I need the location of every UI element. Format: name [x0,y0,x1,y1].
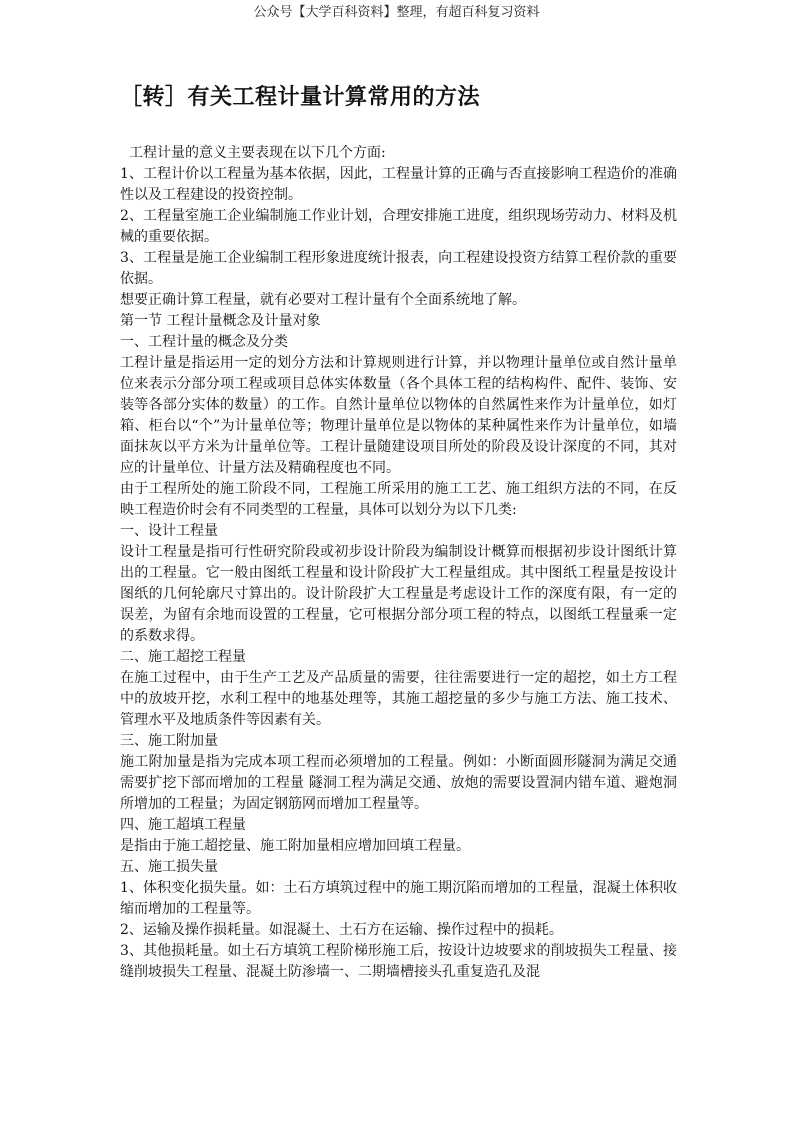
list-item: 1、体积变化损失量。如：土石方填筑过程中的施工期沉陷而增加的工程量，混凝土体积收缩而增加的工程量等。 [120,880,677,917]
paragraph: 想要正确计算工程量，就有必要对工程计量有个全面系统地了解。 [120,292,526,308]
section-heading: 第一节 工程计量概念及计量对象 [120,313,321,329]
list-item: 1、工程计价以工程量为基本依据，因此，工程量计算的正确与否直接影响工程造价的准确性以及工程建设的投资控制。 [120,166,677,203]
paragraph: 设计工程量是指可行性研究阶段或初步设计阶段为编制设计概算而根据初步设计图纸计算出的工程量。它一般由图纸工程量和设计阶段扩大工程量组成。其中图纸工程量是按设计图纸的几何轮廓尺寸算出的。设计阶段扩大工程量是考虑设计工作的深度有限，有一定的误差，为留有余地而设置的工程量，它可根据分部分项工程的特点，以图纸工程量乘一定的系数求得。 [120,544,677,644]
paragraph: 施工附加量是指为完成本项工程而必须增加的工程量。例如：小断面圆形隧洞为满足交通需要扩挖下部而增加的工程量 隧洞工程为满足交通、放炮的需要设置洞内错车道、避炮洞所增加的工程量；为固定钢筋网而增加工程量等。 [120,754,677,812]
list-item: 3、其他损耗量。如土石方填筑工程阶梯形施工后，按设计边坡要求的削坡损失工程量、接缝削坡损失工程量、混凝土防渗墙一、二期墙槽接头孔重复造孔及混 [120,943,677,980]
list-item: 2、运输及操作损耗量。如混凝土、土石方在运输、操作过程中的损耗。 [120,922,563,938]
list-item: 3、工程量是施工企业编制工程形象进度统计报表，向工程建设投资方结算工程价款的重要依据。 [120,250,677,287]
subsection-heading: 三、施工附加量 [120,733,218,749]
intro-paragraph: 工程计量的意义主要表现在以下几个方面: [129,145,386,161]
subsection-heading: 四、施工超填工程量 [120,817,246,833]
paragraph: 是指由于施工超挖量、施工附加量相应增加回填工程量。 [120,838,470,854]
subsection-heading: 五、施工损失量 [120,859,218,875]
paragraph: 工程计量是指运用一定的划分方法和计算规则进行计算，并以物理计量单位或自然计量单位来表示分部分项工程或项目总体实体数量（各个具体工程的结构构件、配件、装饰、安装等各部分实体的数量）的工作。自然计量单位以物体的自然属性来作为计量单位，如灯箱、柜台以“个”为计量单位等；物理计量单位是以物体的某种属性来作为计量单位，如墙面抹灰以平方米为计量单位等。工程计量随建设项目所处的阶段及设计深度的不同，其对应的计量单位、计量方法及精确程度也不同。 [120,355,677,476]
paragraph: 在施工过程中，由于生产工艺及产品质量的需要，往往需要进行一定的超挖，如土方工程中的放坡开挖，水利工程中的地基处理等，其施工超挖量的多少与施工方法、施工技术、管理水平及地质条件等因素有关。 [120,670,677,728]
document-body [120,143,677,983]
paragraph: 由于工程所处的施工阶段不同，工程施工所采用的施工工艺、施工组织方法的不同，在反映工程造价时会有不同类型的工程量，具体可以划分为以下几类: [120,481,677,518]
page-header: 公众号【大学百科资料】整理，有超百科复习资料 [253,5,540,20]
list-item: 2、工程量室施工企业编制施工作业计划，合理安排施工进度，组织现场劳动力、材料及机械的重要依据。 [120,208,677,245]
subsection-heading: 一、设计工程量 [120,523,218,539]
subsection-heading: 一、工程计量的概念及分类 [120,334,288,350]
subsection-heading: 二、施工超挖工程量 [120,649,246,665]
document-title: ［转］有关工程计量计算常用的方法 [120,84,481,110]
